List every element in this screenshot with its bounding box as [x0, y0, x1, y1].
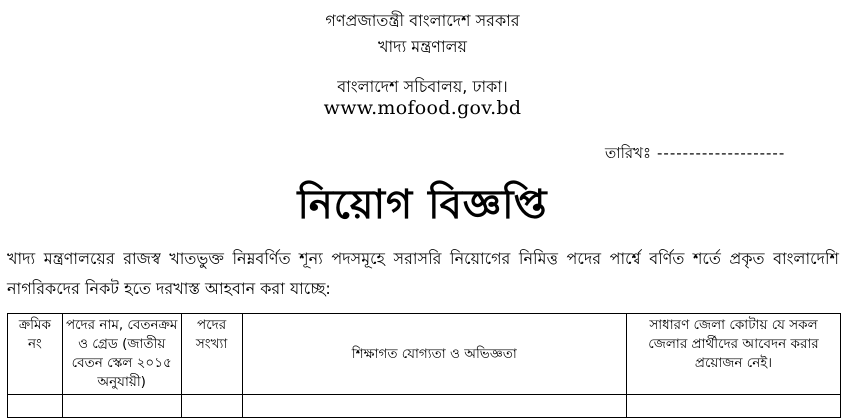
ministry-name: খাদ্য মন্ত্রণালয়	[378, 37, 467, 56]
page-title: নিয়োগ বিজ্ঞপ্তি	[297, 182, 548, 228]
date-row	[605, 142, 785, 167]
table-cell	[181, 395, 242, 418]
table-cell	[627, 395, 841, 418]
intro-paragraph: খাদ্য মন্ত্রণালয়ের রাজস্ব খাতভুক্ত নিম্নবর্ণিত শূন্য পদসমূহে সরাসরি নিয়োগের নিমিত্ত পদের পার্শ্বে বর্ণিত শর্তে প্রকৃত বাংলাদেশি নাগরিকদের নিকট হতে দরখাস্ত আহবান করা যাচ্ছে:	[7, 249, 839, 298]
table-header-row	[8, 314, 841, 395]
column-header-count: পদের সংখ্যা	[181, 314, 242, 395]
column-header-serial: ক্রমিক নং	[8, 314, 63, 395]
date-blank: --------------------	[657, 144, 786, 162]
column-header-quota: সাধারণ জেলা কোটায় যে সকল জেলার প্রার্থীদের আবেদন করার প্রয়োজন নেই।	[627, 314, 841, 395]
column-header-post: পদের নাম, বেতনক্রম ও গ্রেড (জাতীয় বেতন স্কেল ২০১৫ অনুযায়ী)	[62, 314, 181, 395]
vacancy-table	[7, 313, 841, 418]
table-cell	[62, 395, 181, 418]
date-label: তারিখঃ	[605, 144, 651, 162]
website-link[interactable]: www.mofood.gov.bd	[323, 97, 522, 119]
government-name: গণপ্রজাতন্ত্রী বাংলাদেশ সরকার	[325, 11, 520, 30]
column-header-qualification: শিক্ষাগত যোগ্যতা ও অভিজ্ঞতা	[242, 314, 626, 395]
office-address: বাংলাদেশ সচিবালয়, ঢাকা।	[337, 77, 508, 96]
table-row	[8, 395, 841, 418]
table-cell	[242, 395, 626, 418]
table-cell	[8, 395, 63, 418]
